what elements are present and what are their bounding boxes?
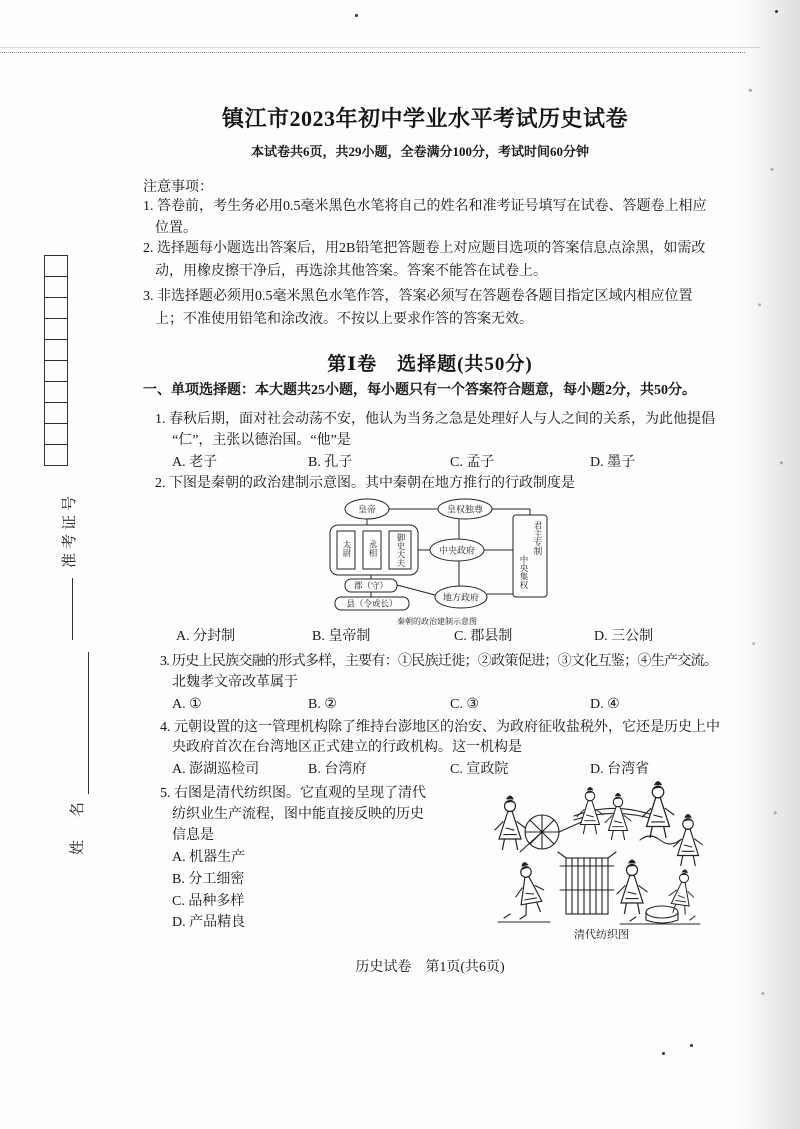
question-4-option-a[interactable]: A. 澎湖巡检司 — [172, 762, 260, 777]
scan-speck — [690, 1044, 693, 1047]
central-government-label: 中央政府 — [438, 546, 476, 557]
section-heading: 第Ⅰ卷 选择题(共50分) — [327, 354, 533, 375]
exam-number-box[interactable] — [44, 318, 68, 339]
notice-item-1-line-1: 1. 答卷前，考生务必用0.5毫米黑色水笔将自己的姓名和准考证号填写在试卷、答题卷上相应 — [143, 199, 707, 214]
question-4-option-c[interactable]: C. 宣政院 — [450, 762, 509, 777]
question-2-option-c[interactable]: C. 郡县制 — [454, 629, 513, 644]
exam-number-label: 准考证号 — [62, 492, 78, 569]
emperor-label: 皇帝 — [357, 505, 377, 516]
question-3-option-b[interactable]: B. ② — [308, 697, 337, 712]
question-3-line-1: 3. 历史上民族交融的形式多样，主要有：①民族迁徙；②政策促进；③文化互鉴；④生产交流。 — [160, 654, 718, 669]
worker-figure — [617, 860, 648, 914]
jun-label: 郡（守） — [353, 581, 389, 592]
question-2-options — [176, 627, 734, 647]
name-label: 姓 名 — [70, 798, 86, 856]
question-4-options — [172, 760, 730, 780]
worker-figure — [605, 793, 632, 840]
worker-figure — [577, 787, 604, 834]
notice-item-3-line-2: 上；不准使用铅笔和涂改液。不按以上要求作答的答案无效。 — [155, 312, 533, 327]
exam-number-box[interactable] — [44, 276, 68, 297]
question-4-line-1: 4. 元朝设置的这一管理机构除了维持台澎地区的治安、为政府征收盐税外，它还是历史上中 — [160, 720, 720, 735]
notice-item-2-line-1: 2. 选择题每小题选出答案后，用2B铅笔把答题卷上对应题目选项的答案信息点涂黑，如需改 — [143, 241, 706, 256]
exam-number-box[interactable] — [44, 423, 68, 444]
question-3-option-c[interactable]: C. ③ — [450, 697, 479, 712]
question-1-option-a[interactable]: A. 老子 — [172, 455, 218, 470]
question-2-option-a[interactable]: A. 分封制 — [176, 629, 236, 644]
question-5-option-a[interactable]: A. 机器生产 — [172, 850, 246, 865]
qin-political-system-diagram — [325, 493, 555, 627]
question-5-option-c[interactable]: C. 品种多样 — [172, 894, 245, 909]
exam-title: 镇江市2023年初中学业水平考试历史试卷 — [221, 106, 628, 131]
section-instruction: 一、单项选择题：本大题共25小题，每小题只有一个答案符合题意，每小题2分，共50分。 — [143, 383, 696, 398]
cloth-drape — [640, 836, 680, 844]
question-5-option-b[interactable]: B. 分工细密 — [172, 872, 245, 887]
question-1-option-c[interactable]: C. 孟子 — [450, 455, 495, 470]
question-1-line-2: “仁”，主张以德治国。“他”是 — [172, 433, 351, 448]
question-5-line-1: 5. 右图是清代纺织图。它直观的呈现了清代 — [160, 786, 426, 801]
xian-label: 县（令或长） — [346, 599, 398, 610]
worker-figure — [510, 860, 548, 916]
question-4-line-2: 央政府首次在台湾地区正式建立的行政机构。这一机构是 — [172, 740, 522, 755]
question-1-option-d[interactable]: D. 墨子 — [590, 455, 636, 470]
centralization-label-2: 中央集权 — [518, 555, 528, 589]
local-government-label: 地方政府 — [442, 593, 480, 604]
question-2-line-1: 2. 下图是秦朝的政治建制示意图。其中秦朝在地方推行的行政制度是 — [155, 476, 575, 491]
question-5-line-2: 纺织业生产流程，图中能直接反映的历史 — [172, 807, 424, 822]
question-3-option-a[interactable]: A. ① — [172, 697, 202, 712]
question-1-options — [172, 453, 730, 473]
notice-heading: 注意事项： — [143, 180, 213, 195]
question-5-option-d[interactable]: D. 产品精良 — [172, 915, 246, 930]
centralization-label-1: 君主专制 — [532, 521, 542, 555]
scan-speck — [662, 1052, 665, 1055]
page-footer: 历史试卷 第1页(共6页) — [355, 960, 505, 975]
question-5-line-3: 信息是 — [172, 828, 214, 843]
exam-number-box[interactable] — [44, 444, 68, 466]
question-3-line-2: 北魏孝文帝改革属于 — [172, 675, 298, 690]
exam-number-box[interactable] — [44, 381, 68, 402]
textile-figure-caption: 清代纺织图 — [574, 929, 629, 941]
supreme-power-label: 皇权独尊 — [446, 505, 484, 516]
scan-border-line — [0, 52, 745, 53]
question-2-option-b[interactable]: B. 皇帝制 — [312, 629, 371, 644]
scan-speck — [775, 10, 778, 13]
question-3-options — [172, 695, 730, 715]
taiwei-label: 太尉 — [341, 540, 351, 557]
question-2-option-d[interactable]: D. 三公制 — [594, 629, 654, 644]
notice-item-1-line-2: 位置。 — [155, 221, 197, 236]
exam-number-box[interactable] — [44, 297, 68, 318]
exam-subtitle: 本试卷共6页，共29小题，全卷满分100分，考试时间60分钟 — [250, 144, 589, 159]
yushi-label: 御史大夫 — [395, 533, 405, 567]
wheel-band — [520, 820, 586, 852]
question-4-option-d[interactable]: D. 台湾省 — [590, 762, 650, 777]
notice-item-2-line-2: 动，用橡皮擦干净后，再选涂其他答案。答案不能答在试卷上。 — [155, 264, 547, 279]
scan-speck — [355, 14, 358, 17]
question-4-option-b[interactable]: B. 台湾府 — [308, 762, 367, 777]
scan-edge-line — [0, 47, 760, 48]
exam-number-box[interactable] — [44, 255, 68, 276]
chengxiang-label: 丞相 — [367, 540, 377, 557]
exam-number-box[interactable] — [44, 402, 68, 423]
qing-textile-illustration — [490, 780, 705, 928]
notice-item-3-line-1: 3. 非选择题必须用0.5毫米黑色水笔作答，答案必须写在答题卷各题目指定区域内相应位置 — [143, 289, 693, 304]
name-field-line[interactable] — [88, 652, 89, 794]
question-1-option-b[interactable]: B. 孔子 — [308, 455, 353, 470]
question-3-option-d[interactable]: D. ④ — [590, 697, 620, 712]
connector-line — [397, 585, 435, 595]
worker-figure — [495, 796, 526, 850]
worker-figure — [673, 815, 702, 866]
question-1-line-1: 1. 春秋后期，面对社会动荡不安，他认为当务之急是处理好人与人之间的关系，为此他提倡 — [155, 412, 715, 427]
connector-line — [492, 509, 530, 515]
worker-figure — [642, 782, 674, 838]
exam-number-line — [72, 578, 73, 640]
diagram-caption: 秦朝的政治建制示意图 — [397, 617, 477, 626]
worker-figure — [667, 868, 698, 915]
